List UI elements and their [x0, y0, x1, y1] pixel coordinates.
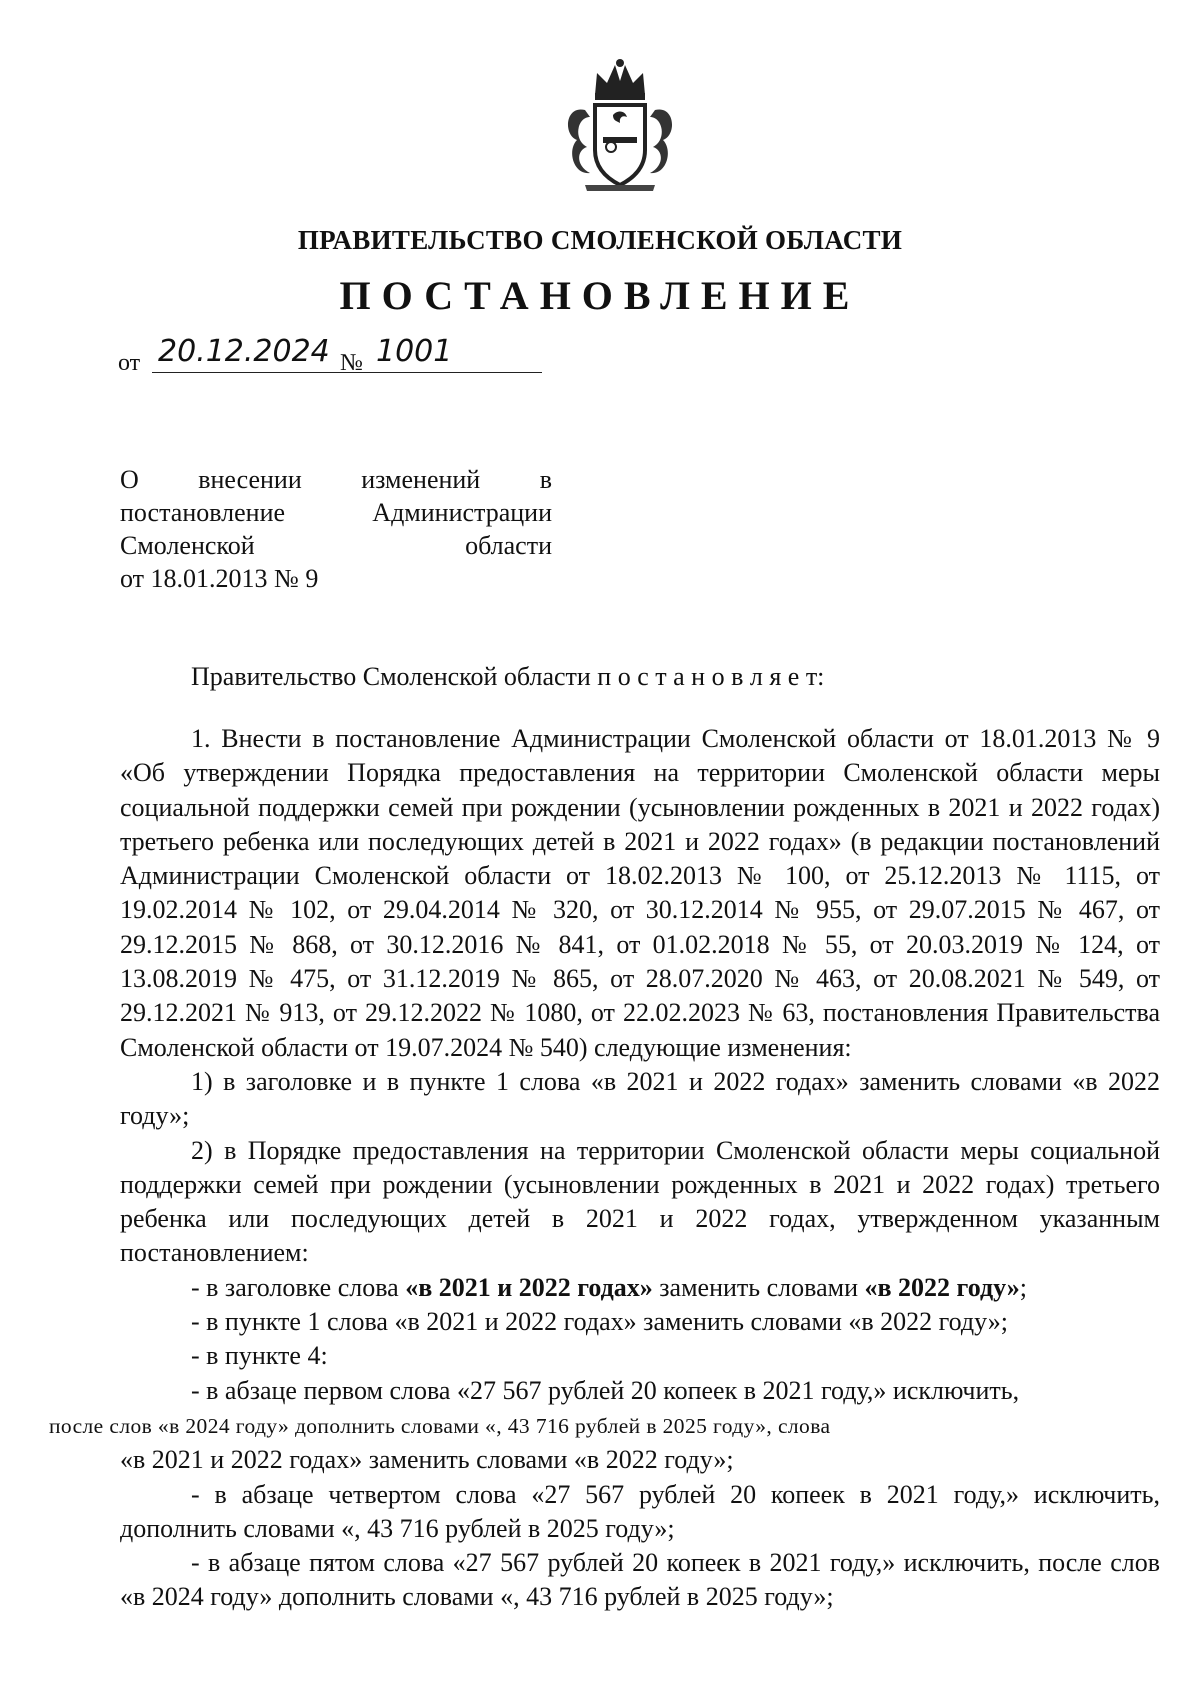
handwritten-number: 1001	[376, 334, 453, 369]
paragraph-2: 1) в заголовке и в пункте 1 слова «в 2021 и 2022 годах» заменить словами «в 2022 году»;	[120, 1066, 1160, 1131]
subject-word: постановление	[120, 498, 286, 527]
document-type: ПОСТАНОВЛЕНИЕ	[339, 273, 861, 318]
subject-word: области	[465, 531, 552, 560]
preamble: Правительство Смоленской области п о с т а н о в л я е т:	[191, 662, 825, 691]
paragraph-9: - в абзаце пятом слова «27 567 рублей 20 копеек в 2021 году,» исключить, после слов «в 2024 году» дополнить словами «, 43 716 рублей в 2025 году»;	[120, 1548, 1160, 1612]
dateline	[118, 334, 538, 376]
text-span: - в абзаце первом слова «27 567 рублей 20 копеек в 2021 году,» исключить,	[191, 1375, 1020, 1405]
number-label: №	[340, 350, 363, 376]
paragraph-5: - в пункте 1 слова «в 2021 и 2022 годах» заменить словами «в 2022 году»;	[191, 1307, 1009, 1337]
paragraph-1: 1. Внести в постановление Администрации Смоленской области от 18.01.2013 № 9 «Об утверждении Порядка предоставления на территории Смоленской области меры социальной поддержки семей при рождении (усыновлении рожденных в 2021 и 2022 годах) третьего ребенка или последующих детей в 2021 и 2022 годах» (в редакции постановлений Администрации Смоленской области от 18.02.2013 № 100, от 25.12.2013 № 1115, от 19.02.2014 № 102, от 29.04.2014 № 320, от 30.12.2014 № 955, от 29.07.2015 № 467, от 29.12.2015 № 868, от 30.12.2016 № 841, от 01.02.2018 № 55, от 20.03.2019 № 124, от 13.08.2019 № 475, от 31.12.2019 № 865, от 28.07.2020 № 463, от 20.08.2021 № 549, от 29.12.2021 № 913, от 29.12.2022 № 1080, от 22.02.2023 № 63, постановления Правительства Смоленской области от 19.07.2024 № 540) следующие изменения:	[120, 724, 1160, 1062]
subject-line-2	[120, 496, 552, 529]
document-body	[49, 722, 1160, 1615]
paragraph-6: - в пункте 4:	[191, 1341, 328, 1371]
subject-word: Смоленской	[120, 531, 255, 560]
coat-of-arms-icon	[555, 55, 685, 195]
subject-block	[120, 463, 552, 595]
subject-line-1	[120, 463, 552, 496]
government-title: ПРАВИТЕЛЬСТВО СМОЛЕНСКОЙ ОБЛАСТИ	[297, 225, 903, 255]
date-prefix: от	[118, 350, 141, 376]
text-span: ;	[1019, 1272, 1027, 1302]
bold-text: «в 2021 и 2022 годах»	[405, 1272, 653, 1302]
subject-line-4: от 18.01.2013 № 9	[120, 564, 319, 593]
subject-word: изменений	[361, 465, 481, 494]
subject-word: внесении	[198, 465, 302, 494]
paragraph-3: 2) в Порядке предоставления на территории Смоленской области меры социальной поддержки семей при рождении (усыновлении рожденных в 2021 и 2022 годах) третьего ребенка или последующих детей в 2021 и 2022 годах, утвержденном указанным постановлением:	[120, 1135, 1160, 1268]
text-span: «в 2021 и 2022 годах» заменить словами «в 2022 году»;	[120, 1445, 734, 1475]
subject-word: Администрации	[372, 498, 552, 527]
subject-word: в	[539, 465, 552, 494]
text-span: заменить словами	[652, 1272, 865, 1302]
subject-line-3	[120, 529, 552, 562]
handwritten-date: 20.12.2024	[158, 334, 330, 369]
bold-text: «в 2022 году»	[864, 1272, 1020, 1302]
paragraph-7	[49, 1374, 1160, 1478]
text-span: - в заголовке слова	[191, 1272, 406, 1302]
subject-word: О	[120, 465, 139, 494]
paragraph-8: - в абзаце четвертом слова «27 567 рублей 20 копеек в 2021 году,» исключить, дополнить словами «, 43 716 рублей в 2025 году»;	[120, 1479, 1160, 1543]
paragraph-4	[120, 1271, 1160, 1305]
small-text: после слов «в 2024 году» дополнить словами «, 43 716 рублей в 2025 году», слова	[49, 1413, 831, 1438]
